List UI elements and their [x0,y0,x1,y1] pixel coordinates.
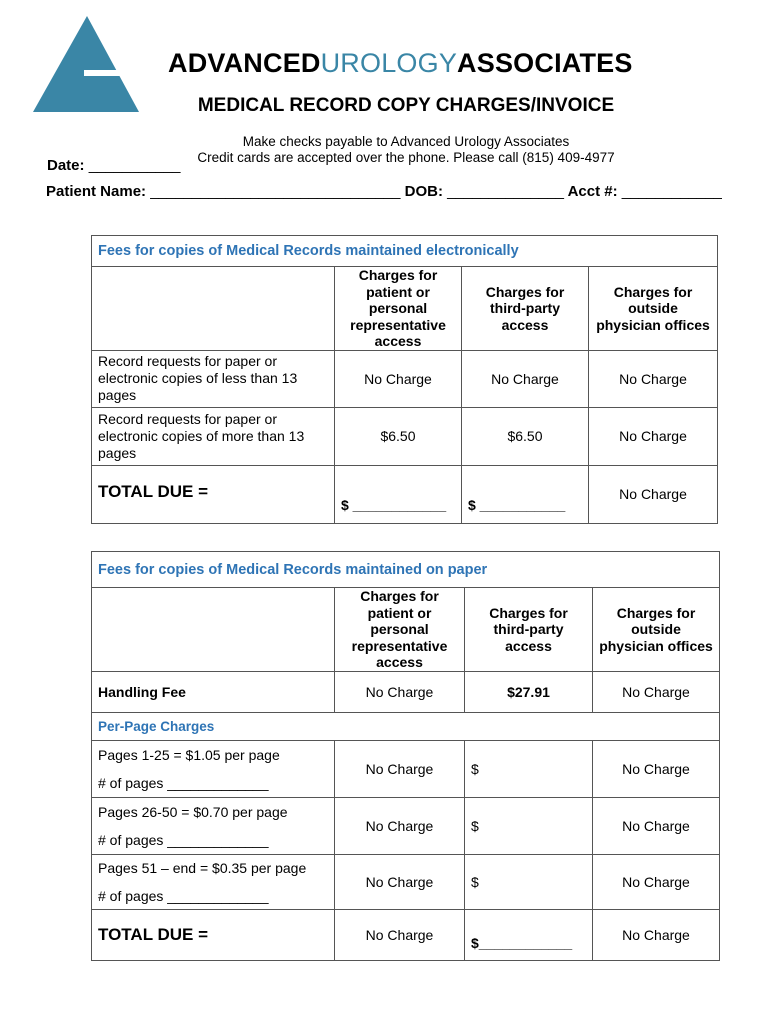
charge-cell: No Charge [335,350,462,407]
acct-blank[interactable]: ____________ [621,183,722,200]
page-rate-cell [92,740,335,797]
total-row [92,909,720,960]
column-header: Charges for third-party access [465,588,593,672]
date-field [47,157,180,174]
acct-label: Acct #: [567,183,618,200]
table-row [92,797,720,854]
charge-cell: $6.50 [462,407,589,465]
company-name-part1: ADVANCED [168,48,321,78]
page-rate-cell [92,854,335,909]
table-row [92,740,720,797]
charge-cell: No Charge [593,671,720,712]
table-title-row [92,552,720,588]
amount-cell[interactable]: $ [465,854,593,909]
handling-fee-row [92,671,720,712]
dob-label: DOB: [404,183,443,200]
patient-name-label: Patient Name: [46,183,147,200]
dob-blank[interactable]: ______________ [447,183,564,200]
total-due-label: TOTAL DUE = [92,909,335,960]
total-blank[interactable]: $ ____________ [335,465,462,523]
electronic-fees-table [91,235,718,524]
charge-cell: $27.91 [465,671,593,712]
column-header: Charges for patient or personal representative access [335,267,462,351]
page-rate: Pages 51 – end = $0.35 per page [98,859,307,876]
document-title: MEDICAL RECORD COPY CHARGES/INVOICE [197,95,615,116]
row-label: Record requests for paper or electronic copies of less than 13 pages [92,350,335,407]
charge-cell: No Charge [593,909,720,960]
column-header: Charges for outside physician offices [593,588,720,672]
amount-cell[interactable]: $ [465,797,593,854]
credit-card-note: Credit cards are accepted over the phone. Please call (815) 409-4977 [197,150,615,165]
table-row [92,854,720,909]
patient-name-blank[interactable]: ______________________________ [150,183,401,200]
charge-cell: $6.50 [335,407,462,465]
date-blank[interactable]: ___________ [88,157,181,174]
patient-info-row [46,183,722,200]
page-rate: Pages 1-25 = $1.05 per page [98,746,280,763]
table-title-row [92,236,718,267]
total-row [92,465,718,523]
page-rate-cell [92,797,335,854]
charge-cell: No Charge [593,740,720,797]
amount-cell[interactable]: $ [465,740,593,797]
company-name-part2: UROLOGY [320,48,458,78]
charge-cell: No Charge [462,350,589,407]
company-name-part3: ASSOCIATES [457,48,633,78]
company-name [168,48,633,79]
charge-cell: No Charge [335,909,465,960]
charge-cell: No Charge [589,407,718,465]
charge-cell: No Charge [593,797,720,854]
column-header: Charges for outside physician offices [589,267,718,351]
total-due-label: TOTAL DUE = [92,465,335,523]
table-row [92,407,718,465]
page-count-blank[interactable]: # of pages _____________ [98,887,269,904]
handling-fee-label: Handling Fee [92,671,335,712]
per-page-header-row [92,712,720,740]
charge-cell: No Charge [335,797,465,854]
charge-cell: No Charge [335,671,465,712]
date-label: Date: [47,157,85,174]
total-blank[interactable]: $____________ [465,909,593,960]
blank-header-cell [92,267,335,351]
electronic-table-title: Fees for copies of Medical Records maintained electronically [92,236,718,267]
charge-cell: No Charge [593,854,720,909]
payable-note: Make checks payable to Advanced Urology Associates [242,134,570,149]
paper-table-title: Fees for copies of Medical Records maintained on paper [92,552,720,588]
column-header: Charges for third-party access [462,267,589,351]
total-blank[interactable]: $ ___________ [462,465,589,523]
charge-cell: No Charge [589,350,718,407]
charge-cell: No Charge [335,854,465,909]
blank-header-cell [92,588,335,672]
page-rate: Pages 26-50 = $0.70 per page [98,803,288,820]
table-header-row [92,267,718,351]
table-header-row [92,588,720,672]
total-value: No Charge [589,465,718,523]
column-header: Charges for patient or personal representative access [335,588,465,672]
table-row [92,350,718,407]
page-count-blank[interactable]: # of pages _____________ [98,831,269,848]
charge-cell: No Charge [335,740,465,797]
page-count-blank[interactable]: # of pages _____________ [98,774,269,791]
row-label: Record requests for paper or electronic copies of more than 13 pages [92,407,335,465]
per-page-title: Per-Page Charges [92,712,720,740]
paper-fees-table [91,551,720,961]
